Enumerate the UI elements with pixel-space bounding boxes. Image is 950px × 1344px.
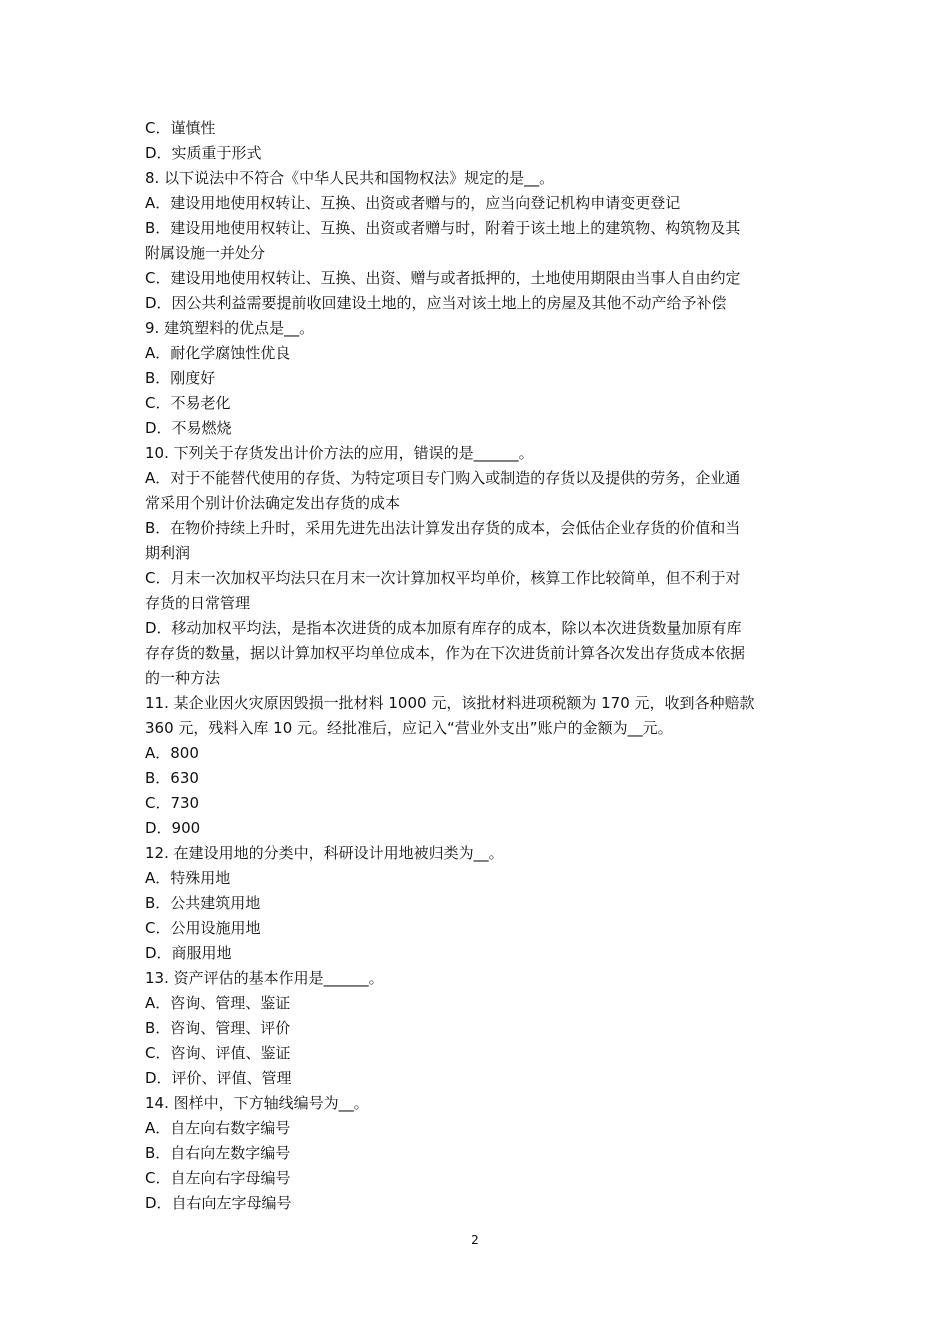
- text-line: D．不易燃烧: [145, 419, 232, 437]
- text-line: D．实质重于形式: [145, 144, 262, 162]
- text-line: A．耐化学腐蚀性优良: [145, 344, 291, 362]
- text-line: B．公共建筑用地: [145, 894, 261, 912]
- text-line: B．建设用地使用权转让、互换、出资或者赠与时，附着于该土地上的建筑物、构筑物及其: [145, 219, 741, 237]
- text-line: 360 元，残料入库 10 元。经批准后，应记入“营业外支出”账户的金额为__元。: [145, 719, 673, 737]
- text-line: C．公用设施用地: [145, 919, 261, 937]
- question-11: 11. 某企业因火灾原因毁损一批材料 1000 元，该批材料进项税额为 170 元，收到各种赔款: [145, 694, 755, 712]
- text-line: C．咨询、评值、鉴证: [145, 1044, 291, 1062]
- text-line: C．不易老化: [145, 394, 231, 412]
- text-line: C．月末一次加权平均法只在月末一次计算加权平均单价，核算工作比较简单，但不利于对: [145, 569, 741, 587]
- text-line: D．商服用地: [145, 944, 232, 962]
- text-line: B．咨询、管理、评价: [145, 1019, 291, 1037]
- question-10: 10. 下列关于存货发出计价方法的应用，错误的是______。: [145, 444, 534, 462]
- text-line: D．移动加权平均法，是指本次进货的成本加原有库存的成本，除以本次进货数量加原有库: [145, 619, 742, 637]
- text-line: D．900: [145, 819, 201, 837]
- text-line: A．特殊用地: [145, 869, 231, 887]
- text-line: C．自左向右字母编号: [145, 1169, 291, 1187]
- text-line: D．评价、评值、管理: [145, 1069, 292, 1087]
- text-line: A．建设用地使用权转让、互换、出资或者赠与的，应当向登记机构申请变更登记: [145, 194, 681, 212]
- question-12: 12. 在建设用地的分类中，科研设计用地被归类为__。: [145, 844, 504, 862]
- text-line: C．建设用地使用权转让、互换、出资、赠与或者抵押的，土地使用期限由当事人自由约定: [145, 269, 741, 287]
- text-line: 存存货的数量，据以计算加权平均单位成本，作为在下次进货前计算各次发出存货成本依据: [145, 644, 746, 662]
- text-line: D．因公共利益需要提前收回建设土地的，应当对该土地上的房屋及其他不动产给予补偿: [145, 294, 727, 312]
- text-line: C．谨慎性: [145, 119, 216, 137]
- text-line: 常采用个别计价法确定发出存货的成本: [145, 494, 401, 512]
- text-line: B．在物价持续上升时，采用先进先出法计算发出存货的成本，会低估企业存货的价值和当: [145, 519, 741, 537]
- text-line: B．刚度好: [145, 369, 216, 387]
- text-line: A．咨询、管理、鉴证: [145, 994, 291, 1012]
- text-line: A．800: [145, 744, 199, 762]
- text-line: 存货的日常管理: [145, 594, 251, 612]
- text-line: D．自右向左字母编号: [145, 1194, 292, 1212]
- text-line: 附属设施一并处分: [145, 244, 266, 262]
- text-line: 期利润: [145, 544, 191, 562]
- document-body: [145, 116, 810, 1216]
- question-13: 13. 资产评估的基本作用是______。: [145, 969, 384, 987]
- text-line: A．对于不能替代使用的存货、为特定项目专门购入或制造的存货以及提供的劳务，企业通: [145, 469, 741, 487]
- question-9: 9. 建筑塑料的优点是__。: [145, 319, 315, 337]
- text-line: B．自右向左数字编号: [145, 1144, 291, 1162]
- text-line: C．730: [145, 794, 200, 812]
- question-8: 8. 以下说法中不符合《中华人民共和国物权法》规定的是__。: [145, 169, 555, 187]
- question-14: 14. 图样中，下方轴线编号为__。: [145, 1094, 369, 1112]
- page-number: 2: [471, 1233, 479, 1247]
- text-line: A．自左向右数字编号: [145, 1119, 291, 1137]
- text-line: B．630: [145, 769, 199, 787]
- text-line: 的一种方法: [145, 669, 221, 687]
